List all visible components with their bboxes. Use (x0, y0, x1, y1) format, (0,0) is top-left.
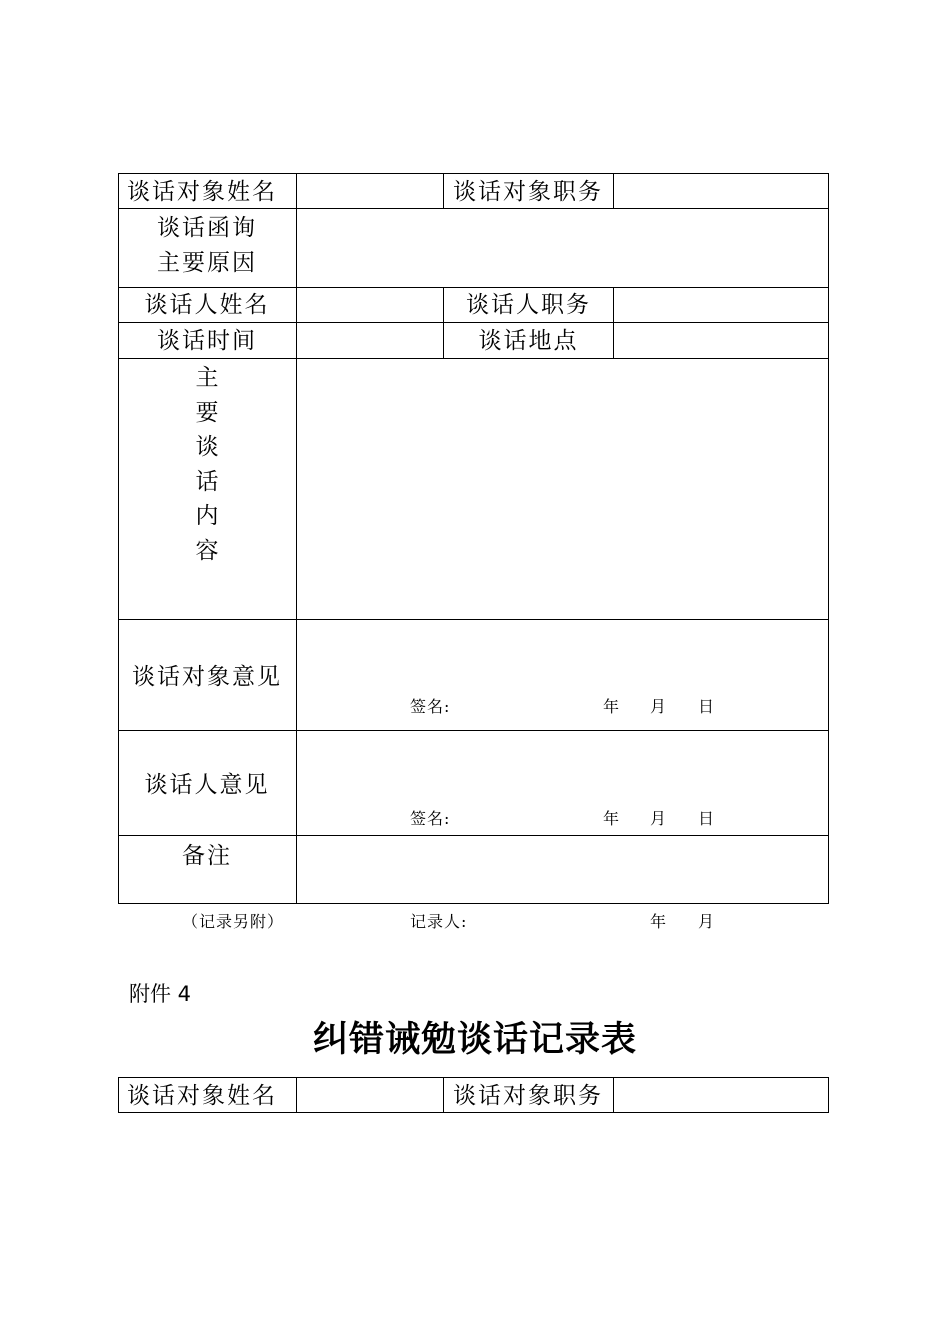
talker-year-label: 年 (603, 809, 621, 828)
form2-title: 纠错诫勉谈话记录表 (312, 1019, 637, 1060)
talker-position-label: 谈话人职务 (466, 292, 591, 318)
footer-year-label: 年 (650, 912, 668, 931)
target-year-label: 年 (603, 697, 621, 716)
time-label: 谈话时间 (157, 328, 257, 354)
content-label-char: 主 (195, 365, 219, 391)
content-label-char: 要 (195, 399, 219, 426)
attachment-label: 附件 4 (129, 982, 192, 1006)
target-month-label: 月 (650, 697, 668, 716)
target-position-label: 谈话对象职务 (453, 179, 603, 205)
content-label-char: 话 (195, 468, 219, 495)
content-label-char: 内 (195, 503, 219, 529)
target-name-field[interactable] (297, 174, 443, 208)
remarks-field[interactable] (297, 836, 828, 903)
footer-month-label: 月 (698, 912, 716, 931)
talker-opinion-field[interactable] (297, 731, 828, 835)
talker-month-label: 月 (650, 809, 668, 828)
time-field[interactable] (297, 323, 443, 358)
target-opinion-label: 谈话对象意见 (132, 664, 282, 690)
recorder-label: 记录人: (410, 912, 468, 931)
reason-label-line1: 谈话函询 (157, 215, 257, 241)
content-label (118, 361, 296, 568)
place-field[interactable] (614, 323, 828, 358)
place-label: 谈话地点 (478, 328, 579, 354)
talker-position-field[interactable] (614, 288, 828, 322)
reason-label-line2: 主要原因 (157, 250, 257, 276)
talker-opinion-label: 谈话人意见 (144, 772, 270, 798)
talker-day-label: 日 (698, 809, 716, 828)
talker-name-field[interactable] (297, 288, 443, 322)
target-day-label: 日 (698, 697, 716, 716)
content-label-char: 容 (195, 537, 219, 564)
talker-name-label: 谈话人姓名 (144, 292, 270, 318)
target-position-field[interactable] (614, 174, 828, 208)
form2-target-name-label: 谈话对象姓名 (127, 1083, 277, 1109)
form2-target-position-label: 谈话对象职务 (453, 1083, 603, 1109)
target-name-label: 谈话对象姓名 (127, 179, 277, 205)
attached-note: （记录另附） (182, 912, 285, 931)
form2-target-name-field[interactable] (297, 1078, 443, 1112)
content-field[interactable] (297, 359, 828, 619)
reason-field[interactable] (297, 209, 828, 287)
talker-sign-label: 签名: (410, 809, 451, 828)
target-sign-label: 签名: (410, 697, 451, 716)
content-label-char: 谈 (195, 434, 219, 460)
form2-target-position-field[interactable] (614, 1078, 828, 1112)
remarks-label: 备注 (182, 843, 232, 869)
target-opinion-field[interactable] (297, 620, 828, 730)
